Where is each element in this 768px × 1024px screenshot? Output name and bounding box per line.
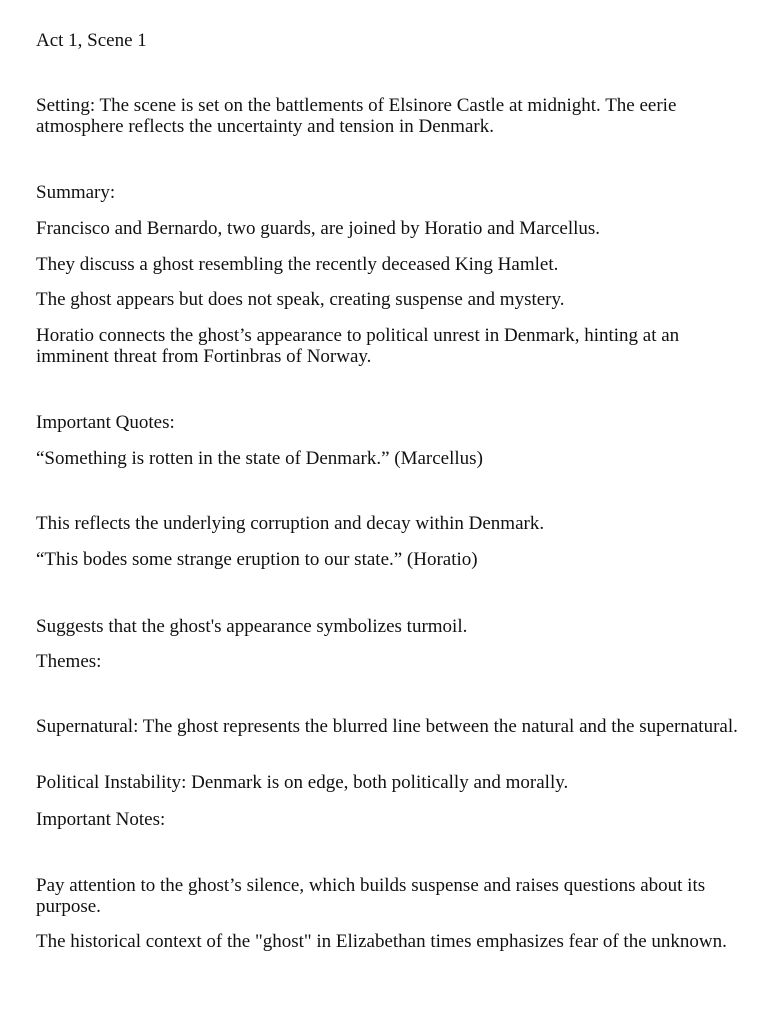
summary-item: They discuss a ghost resembling the recently deceased King Hamlet. (36, 254, 559, 275)
note-item: Pay attention to the ghost’s silence, which builds suspense and raises questions about its purpose. (36, 875, 706, 917)
summary-label: Summary: (36, 182, 116, 203)
summary-item: Horatio connects the ghost’s appearance to political unrest in Denmark, hinting at an imminent threat from Fortinbras of Norway. (36, 325, 680, 367)
quote-1: “Something is rotten in the state of Denmark.” (Marcellus) (36, 448, 483, 469)
setting-paragraph: Setting: The scene is set on the battlements of Elsinore Castle at midnight. The eerie atmosphere reflects the uncertainty and tension in Denmark. (36, 95, 677, 137)
note-item: The historical context of the "ghost" in Elizabethan times emphasizes fear of the unknown. (36, 931, 727, 952)
notes-label: Important Notes: (36, 809, 166, 830)
theme-item: Supernatural: The ghost represents the blurred line between the natural and the supernatural. (36, 716, 738, 737)
theme-item: Political Instability: Denmark is on edge, both politically and morally. (36, 772, 569, 793)
quote-2-note: Suggests that the ghost's appearance symbolizes turmoil. (36, 616, 468, 637)
quotes-label: Important Quotes: (36, 412, 175, 433)
summary-item: Francisco and Bernardo, two guards, are joined by Horatio and Marcellus. (36, 218, 601, 239)
scene-heading: Act 1, Scene 1 (36, 30, 147, 51)
quote-1-note: This reflects the underlying corruption and decay within Denmark. (36, 513, 545, 534)
quote-2: “This bodes some strange eruption to our state.” (Horatio) (36, 549, 478, 570)
summary-item: The ghost appears but does not speak, creating suspense and mystery. (36, 289, 565, 310)
themes-label: Themes: (36, 651, 102, 672)
